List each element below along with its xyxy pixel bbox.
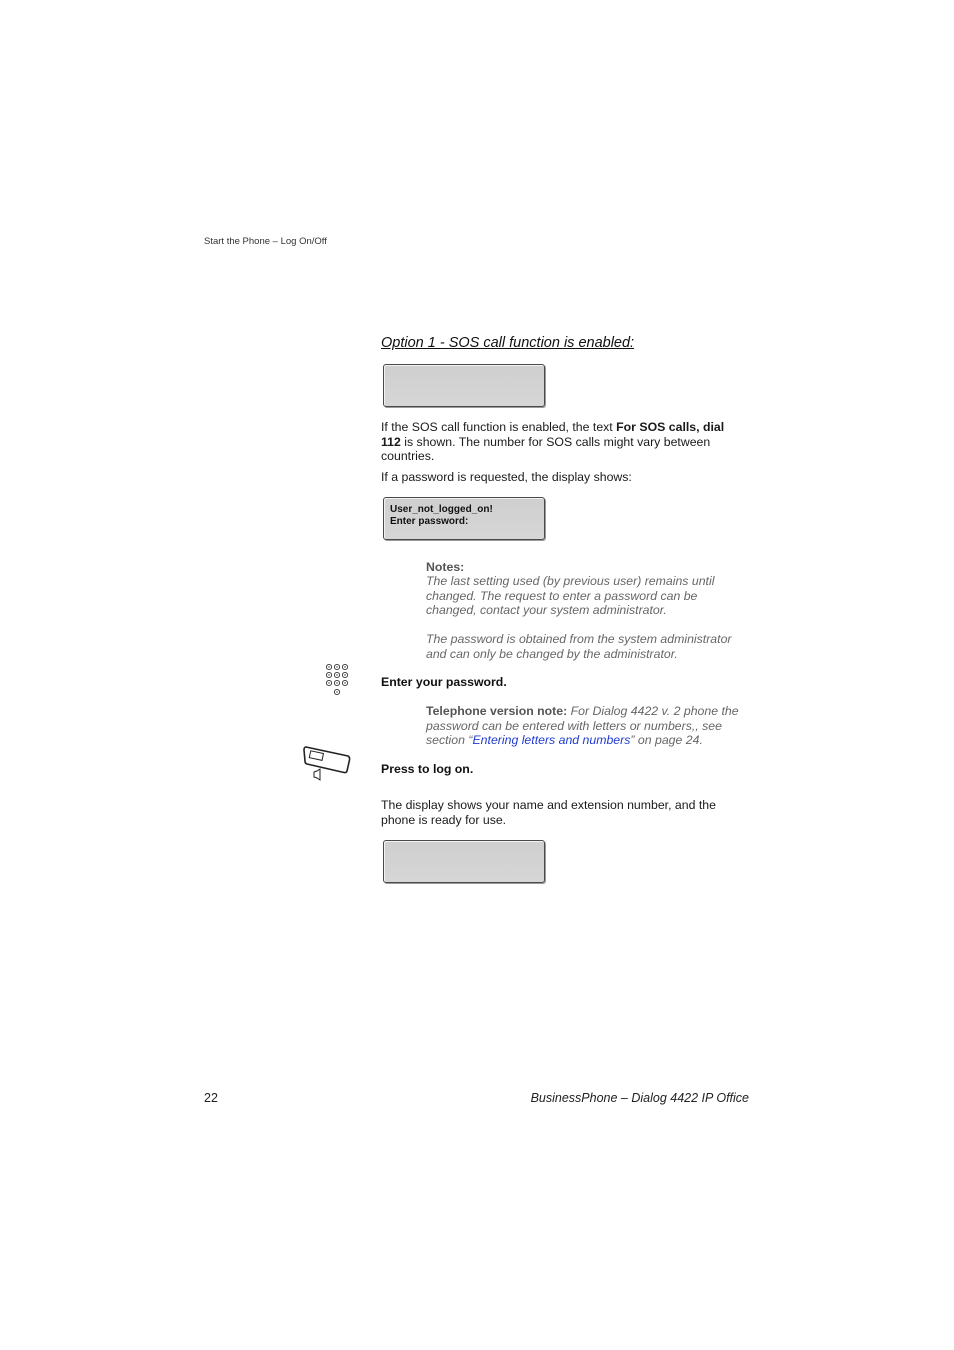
logon-key-icon [301,744,353,782]
page-number: 22 [204,1091,218,1105]
version-note-label: Telephone version note: [426,704,568,718]
password-prompt: If a password is requested, the display shows: [381,470,632,484]
version-note-text: For Dialog 4422 v. 2 phone the password can be entered with letters or numbers,, see section “ [426,704,739,747]
section-heading: Option 1 - SOS call function is enabled: [381,335,635,351]
footer-title: BusinessPhone – Dialog 4422 IP Office [530,1091,749,1105]
notes-label: Notes: [426,560,465,574]
display-password [383,497,545,540]
sos-paragraph [381,420,743,464]
sos-bold-text: For SOS calls, dial 112 [381,420,725,449]
entering-letters-link[interactable]: Entering letters and numbers [472,733,631,747]
version-note [426,704,751,748]
keypad-icon [324,663,352,699]
step-enter-password: Enter your password. [381,675,507,689]
running-head: Start the Phone – Log On/Off [204,236,327,247]
sos-rest: is shown. The number for SOS calls might vary between countries. [381,434,711,463]
display-blank-top [383,364,545,407]
step-press-logon: Press to log on. [381,762,474,776]
note-2: The password is obtained from the system administrator and can only be changed by the administrator. [426,632,732,661]
display-blank-bottom [383,840,545,883]
note-1: The last setting used (by previous user) remains until changed. The request to enter a password can be changed, contact your system administrator. [426,574,715,617]
display-line-2: Enter password: [390,516,469,527]
display-line-1: User_not_logged_on! [390,504,493,515]
version-note-end: ” on page 24. [630,733,703,747]
sos-intro: If the SOS call function is enabled, the text [381,420,617,434]
ready-paragraph: The display shows your name and extension number, and the phone is ready for use. [381,798,716,827]
